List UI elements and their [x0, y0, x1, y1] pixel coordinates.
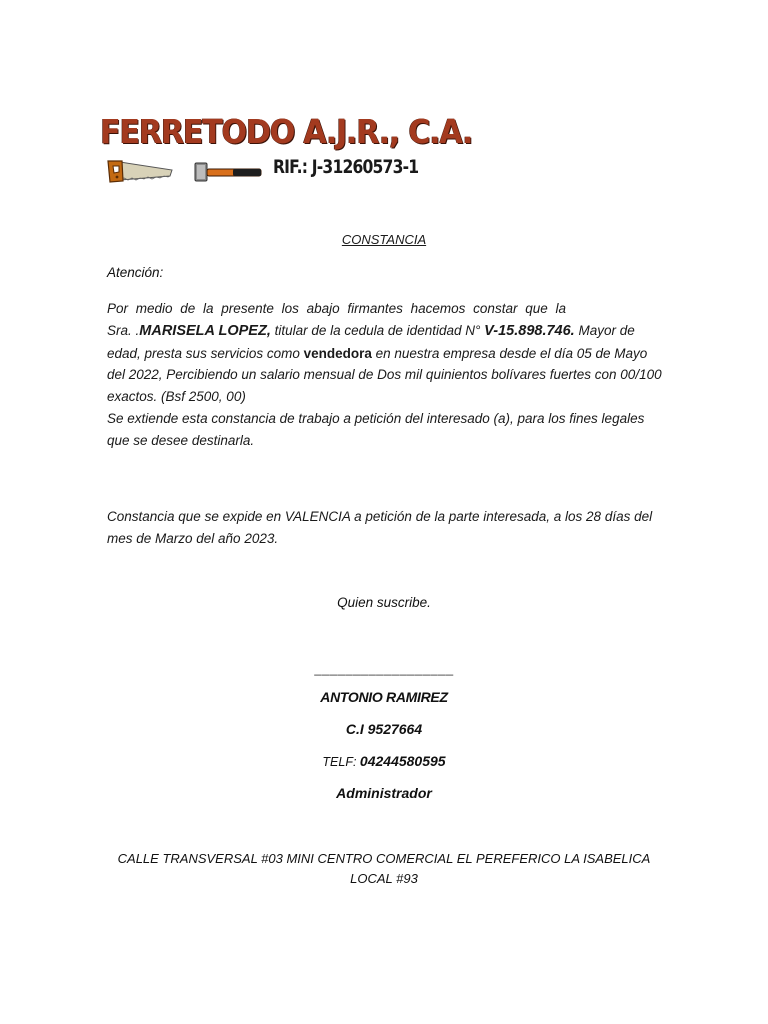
signer-name: ANTONIO RAMIREZ — [320, 689, 448, 705]
id-text: titular de la cedula de identidad N° — [270, 322, 485, 338]
employee-position: vendedora — [303, 345, 372, 361]
issue-statement: Constancia que se expide en VALENCIA a petición de la parte interesada, a los 28 días del mes de Marzo del año 2023. — [107, 509, 653, 546]
age-text: Mayor de edad, presta sus servicios como — [107, 322, 635, 361]
signer-id: C.I 9527664 — [345, 721, 423, 737]
signer-role: Administrador — [336, 785, 432, 801]
rif-number: RIF.: J-31260573-1 — [273, 156, 419, 178]
phone-number: 04244580595 — [359, 753, 446, 769]
employee-name: MARISELA LOPEZ, — [139, 322, 271, 339]
signature-line: __________________ — [314, 661, 454, 676]
phone-label: TELF: — [322, 755, 360, 769]
body-intro: Por medio de la presente los abajo firmantes hacemos constar que la — [107, 301, 566, 316]
handsaw-icon — [106, 158, 174, 184]
company-name: FERRETODO A.J.R., C.A. — [100, 112, 473, 151]
hammer-icon — [193, 160, 263, 184]
body-paragraph — [107, 298, 667, 452]
extension-text: Se extiende esta constancia de trabajo a petición del interesado (a), para los fines legales que se desee destinarla. — [107, 410, 645, 448]
employment-details: en nuestra empresa desde el día 05 de Mayo del 2022, Percibiendo un salario mensual de Dos mil quinientos bolívares fuertes con 00/100 exactos. (Bsf 2500, 00) — [107, 345, 662, 405]
attention-label: Atención: — [107, 265, 164, 280]
footer-address: CALLE TRANSVERSAL #03 MINI CENTRO COMERCIAL EL PEREFERICO LA ISABELICA LOCAL #93 — [117, 851, 651, 886]
closing-text: Quien suscribe. — [337, 595, 431, 610]
signer-phone — [0, 753, 768, 769]
body-prefix: Sra. . — [107, 322, 140, 338]
letterhead — [98, 112, 473, 187]
id-number: V-15.898.746. — [484, 322, 575, 339]
document-title: CONSTANCIA — [341, 232, 427, 247]
